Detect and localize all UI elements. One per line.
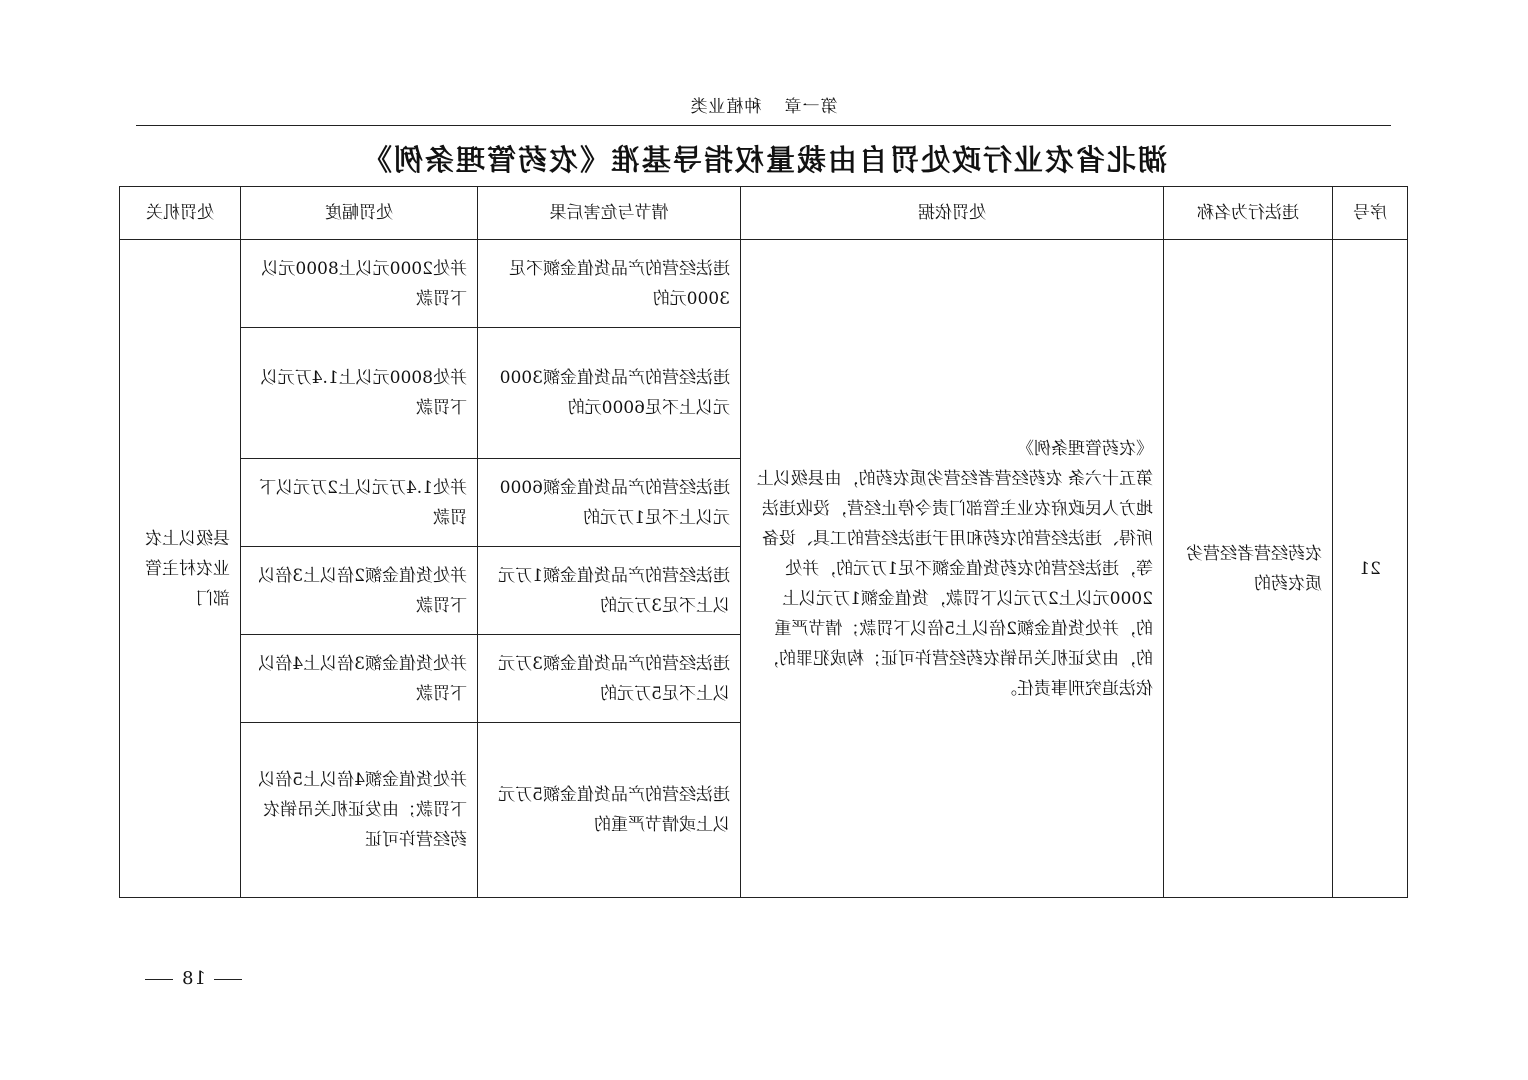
penalty-cell: 并处2000元以上8000元以下罚款 xyxy=(241,240,478,328)
circumstance-cell: 违法经营的产品货值金额1万元以上不足3万元的 xyxy=(478,547,741,635)
circumstance-cell: 违法经营的产品货值金额不足3000元的 xyxy=(478,240,741,328)
page-number-dash-left xyxy=(214,979,242,980)
basis-title: 《农药管理条例》 xyxy=(1017,438,1153,459)
column-header-penalty: 处罚幅度 xyxy=(241,187,478,240)
penalty-cell: 并处货值金额3倍以上4倍以下罚款 xyxy=(241,635,478,723)
header-section: 种植业类 xyxy=(689,97,762,117)
header-chapter: 第一章 xyxy=(783,97,838,117)
penalty-cell: 并处8000元以上1.4万元以下罚款 xyxy=(241,328,478,459)
column-header-basis: 处罚依据 xyxy=(741,187,1164,240)
penalty-table xyxy=(119,186,1408,898)
column-header-number: 序号 xyxy=(1333,187,1408,240)
circumstance-cell: 违法经营的产品货值金额5万元以上或情节严重的 xyxy=(478,723,741,898)
table-header-row xyxy=(120,187,1408,240)
page-title: 湖北省农业行政处罚自由裁量权指导基准《农药管理条例》 xyxy=(361,143,1168,177)
column-header-violation: 违法行为名称 xyxy=(1164,187,1333,240)
column-header-circumstance: 情节与危害后果 xyxy=(478,187,741,240)
page-number-dash-right xyxy=(145,979,173,980)
record-number: 21 xyxy=(1333,240,1408,898)
penalty-cell: 并处1.4万元以上2万元以下罚款 xyxy=(241,459,478,547)
circumstance-cell: 违法经营的产品货值金额3000元以上不足6000元的 xyxy=(478,328,741,459)
column-header-authority: 处罚机关 xyxy=(120,187,241,240)
penalty-basis xyxy=(741,240,1164,898)
circumstance-cell: 违法经营的产品货值金额6000元以上不足1万元的 xyxy=(478,459,741,547)
violation-name: 农药经营者经营劣质农药的 xyxy=(1164,240,1333,898)
penalty-authority: 县级以上农业农村主管部门 xyxy=(120,240,241,898)
penalty-cell: 并处货值金额4倍以上5倍以下罚款；由发证机关吊销农药经营许可证 xyxy=(241,723,478,898)
basis-text: 第五十六条 农药经营者经营劣质农药的，由县级以上地方人民政府农业主管部门责令停止经营，没收违法所得、违法经营的农药和用于违法经营的工具、设备等，违法经营的农药货值金额不足1万元的，并处2000元以上2万元以下罚款，货值金额1万元以上的，并处货值金额2倍以上5倍以下罚款；情节严重的，由发证机关吊销农药经营许可证；构成犯罪的，依法追究刑事责任。 xyxy=(756,468,1153,699)
running-header xyxy=(136,92,1391,117)
circumstance-cell: 违法经营的产品货值金额3万元以上不足5万元的 xyxy=(478,635,741,723)
page-number xyxy=(137,968,250,989)
header-rule xyxy=(136,125,1391,126)
page-number-value: 18 xyxy=(181,968,206,989)
penalty-cell: 并处货值金额2倍以上3倍以下罚款 xyxy=(241,547,478,635)
table-row xyxy=(120,240,1408,328)
